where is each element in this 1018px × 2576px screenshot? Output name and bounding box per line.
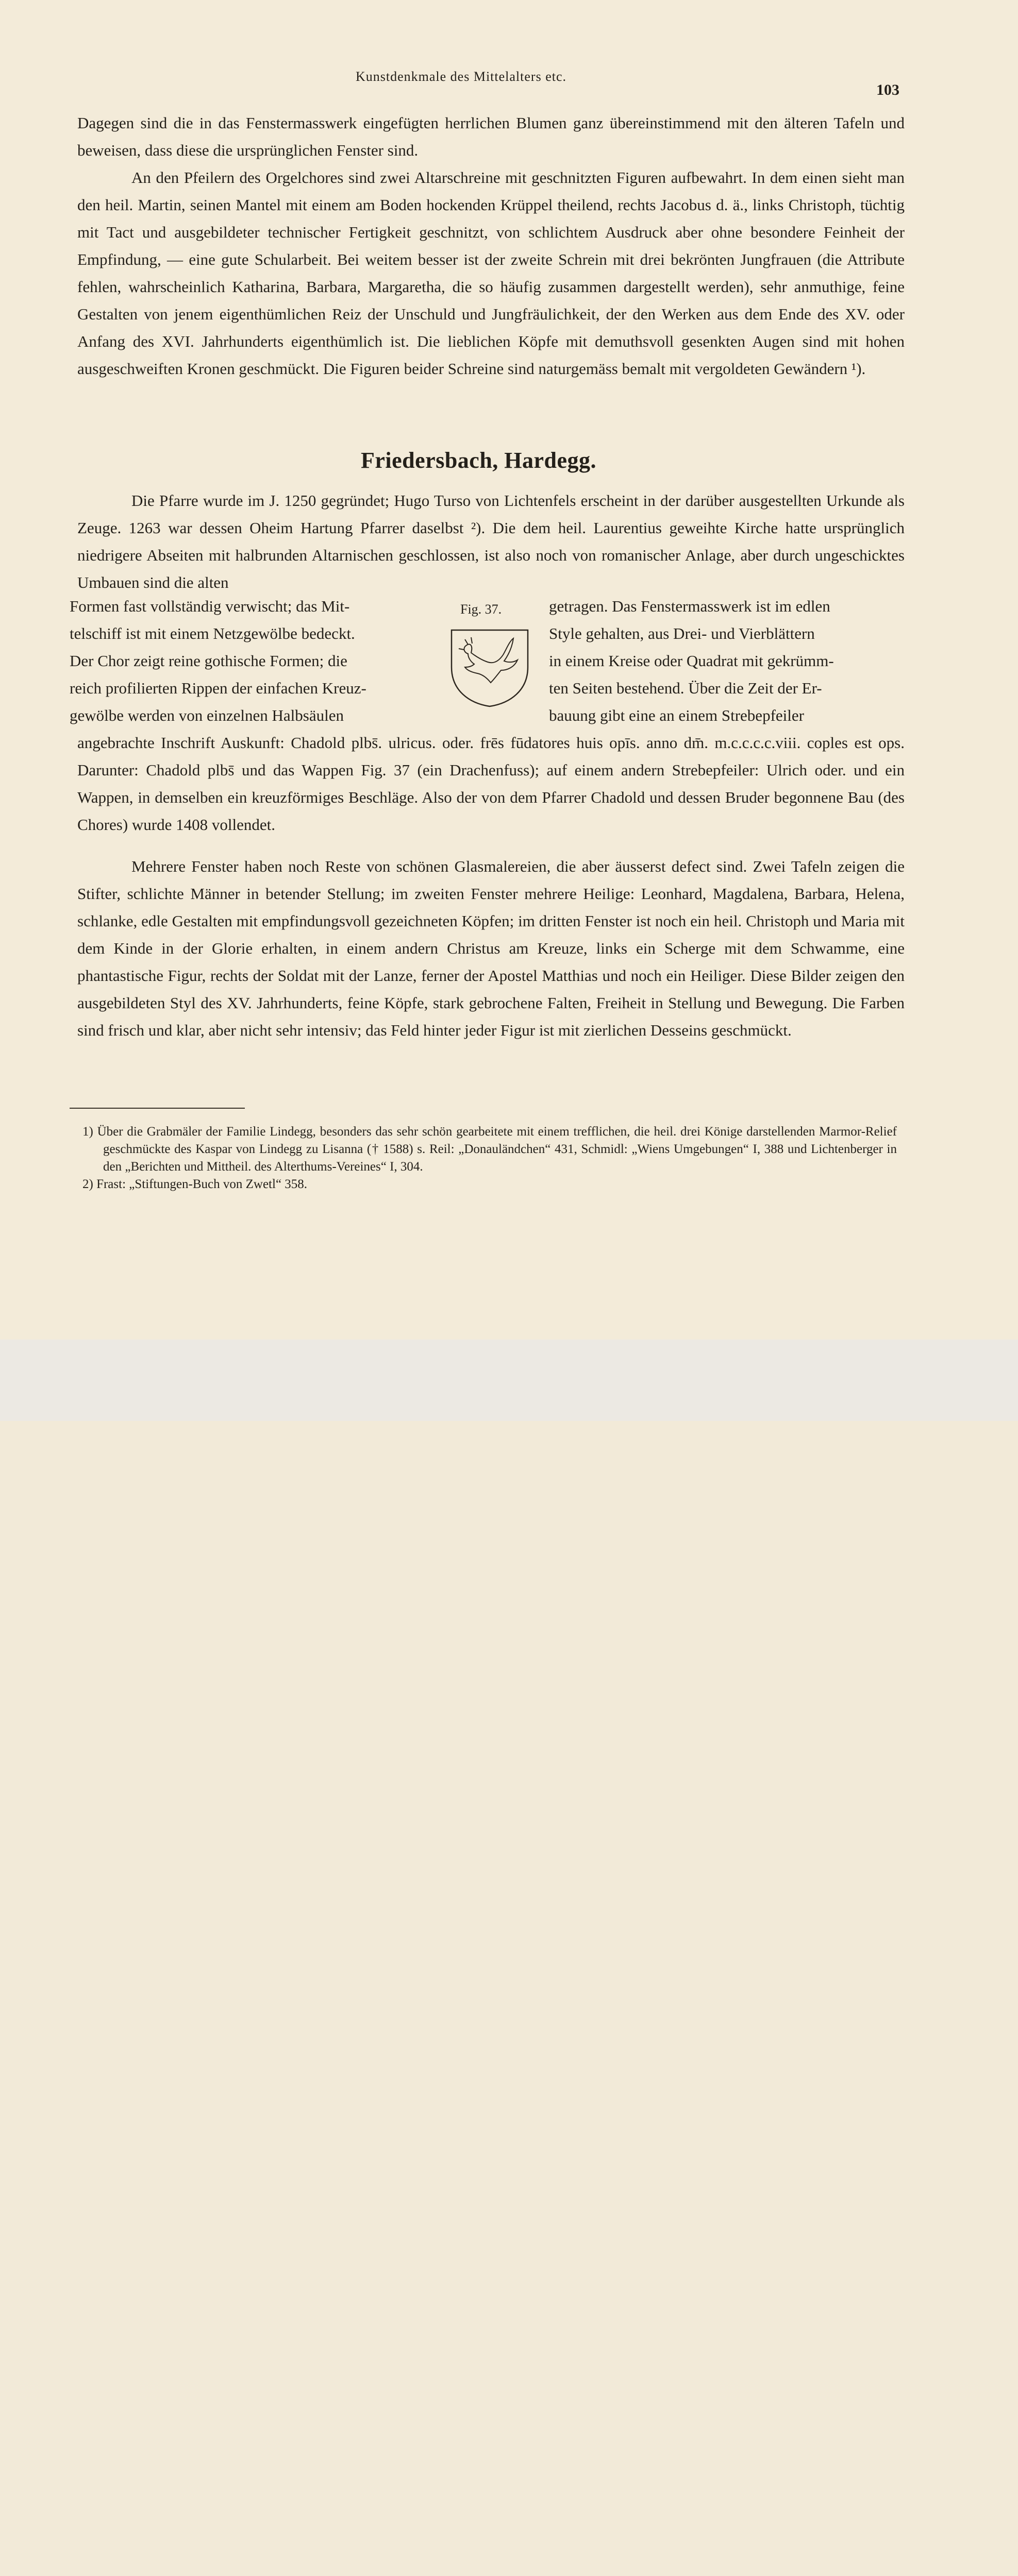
- section-paragraph-2: Mehrere Fenster haben noch Reste von schönen Glasmalereien, die aber äusserst defect sind. Zwei Tafeln zeigen die Stifter, schlichte Männer in betender Stellung; im zweiten Fenster mehrere Heilige: Leonhard, Magdalena, Barbara, Helena, schlanke, edle Gestalten mit empfindungsvoll gezeichneten Köpfen; im dritten Fenster ist noch ein heil. Christoph und Maria mit dem Kinde in der Glorie erhalten, in einem andern Christus am Kreuze, links ein Scherge mit dem Schwamme, eine phantastische Figur, rechts der Soldat mit der Lanze, ferner der Apostel Matthias und noch ein Heiliger. Diese Bilder zeigen den ausgebildeten Styl des XV. Jahrhunderts, feine Köpfe, stark gebrochene Falten, Freiheit in Stellung und Bewegung. Die Farben sind frisch und klar, aber nicht sehr intensiv; das Feld hinter jeder Figur ist mit zierlichen Desseins geschmückt.: [77, 857, 905, 1039]
- intro-paragraph-2: An den Pfeilern des Orgelchores sind zwei Altarschreine mit geschnitzten Figuren aufbewahrt. In dem einen sieht man den heil. Martin, seinen Mantel mit einem am Boden hockenden Krüppel theilend, rechts Jacobus d. ä., links Christoph, tüchtig mit Tact und ausgebildeter technischer Fertigkeit geschnitzt, von schlichtem Ausdruck aber ohne besondere Feinheit der Empfindung, — eine gute Schularbeit. Bei weitem besser ist der zweite Schrein mit drei bekrönten Jungfrauen (die Attribute fehlen, wahrscheinlich Katharina, Barbara, Margaretha, die so häufig zusammen dargestellt werden), sehr anmuthige, feine Gestalten von jenem eigenthümlichen Reiz der Unschuld und Jungfräulichkeit, der den Werken aus dem Ende des XV. oder Anfang des XVI. Jahrhunderts eigenthümlich ist. Die lieblichen Köpfe mit demuthsvoll gesenkten Augen sind mit hohen ausgeschweiften Kronen geschmückt. Die Figuren beider Schreine sind naturgemäss bemalt mit vergoldeten Gewändern ¹).: [77, 168, 905, 378]
- footnote-divider: [70, 1108, 245, 1109]
- intro-text: [77, 109, 905, 382]
- footnotes: [82, 1123, 897, 1193]
- page-number: 103: [876, 81, 899, 98]
- left-column-text: Formen fast vollständig verwischt; das Mit- telschiff ist mit einem Netzgewölbe bedeckt. Der Chor zeigt reine gothische Formen; die reich profilierten Rippen der einfachen Kreuz- gewölbe werden von einzelnen Halbsäulen: [70, 597, 366, 724]
- running-header: Kunstdenkmale des Mittelalters etc.: [356, 69, 567, 84]
- footnote-1: 1) Über die Grabmäler der Familie Lindegg, besonders das sehr schön gearbeitete mit einem trefflichen, die heil. drei Könige darstellenden Marmor-Relief geschmückte des Kaspar von Lindegg zu Lisanna († 1588) s. Reil: „Donauländchen“ 431, Schmidl: „Wiens Umgebungen“ I, 388 und Lichtenberger in den „Berichten und Mittheil. des Alterthums-Vereines“ I, 304.: [82, 1125, 897, 1174]
- viewer-footer: [0, 1340, 1018, 1421]
- intro-paragraph-1: Dagegen sind die in das Fenstermasswerk eingefügten herrlichen Blumen ganz übereinstimmend mit den älteren Tafeln und beweisen, dass diese die ursprünglichen Fenster sind.: [77, 114, 905, 159]
- section-paragraph-1: Die Pfarre wurde im J. 1250 gegründet; Hugo Turso von Lichtenfels erscheint in der darüber ausgestellten Urkunde als Zeuge. 1263 war dessen Oheim Hartung Pfarrer daselbst ²). Die dem heil. Laurentius geweihte Kirche hatte ursprünglich niedrigere Abseiten mit halbrunden Altarnischen geschlossen, ist also noch von romanischer Anlage, aber durch ungeschicktes Umbauen sind die alten: [77, 492, 905, 591]
- section-heading: Friedersbach, Hardegg.: [361, 448, 597, 473]
- right-column-text: getragen. Das Fenstermasswerk ist im edlen Style gehalten, aus Drei- und Vierblättern in einem Kreise oder Quadrat mit gekrümm- ten Seiten bestehend. Über die Zeit der Er- bauung gibt eine an einem Strebepfeiler: [549, 597, 834, 724]
- figure-label: Fig. 37.: [460, 602, 502, 617]
- coat-of-arms-shield-icon: [449, 626, 530, 708]
- footnote-2: 2) Frast: „Stiftungen-Buch von Zwetl“ 358.: [82, 1177, 308, 1191]
- section-paragraph-1-continued: angebrachte Inschrift Auskunft: Chadold plbs̄. ulricus. oder. frēs fūdatores huis opīs. anno dm̄. m.c.c.c.c.viii. coples est ops. Darunter: Chadold plbs̄ und das Wappen Fig. 37 (ein Drachenfuss); auf einem andern Strebepfeiler: Ulrich oder. und ein Wappen, in demselben ein kreuzförmiges Beschläge. Also der von dem Pfarrer Chadold und dessen Bruder begonnene Bau (des Chores) wurde 1408 vollendet.: [77, 734, 905, 834]
